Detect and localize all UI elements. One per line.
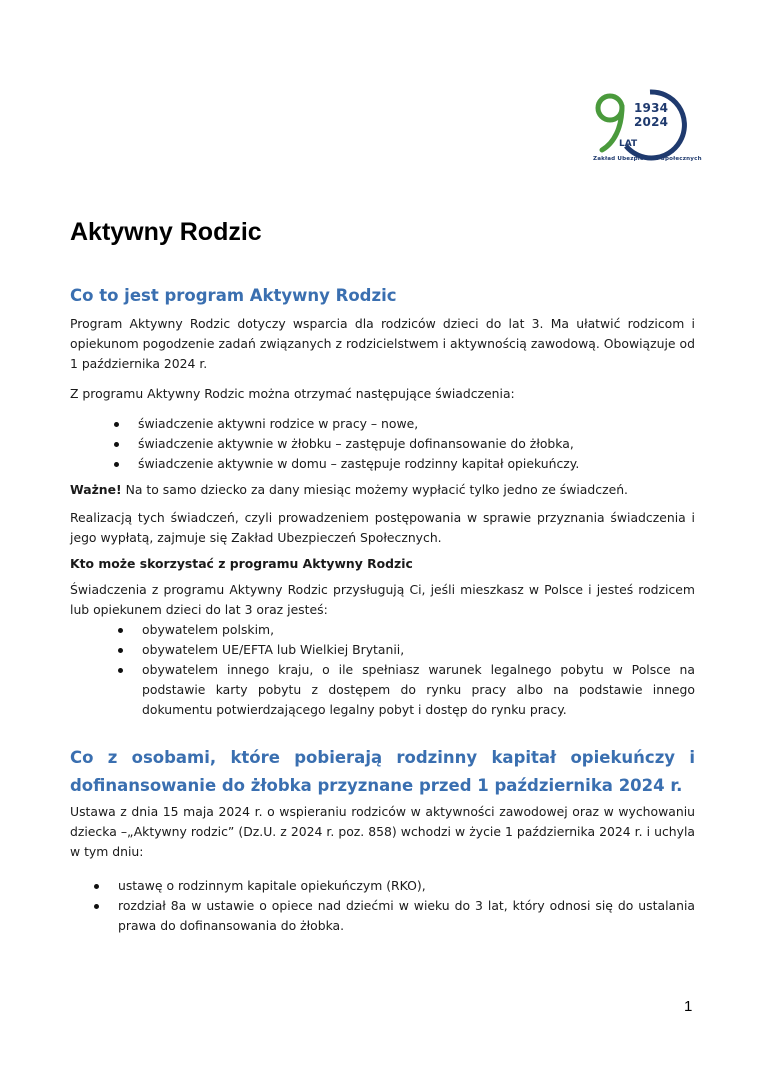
bullet-icon: [118, 628, 123, 633]
list-item: ustawę o rodzinnym kapitale opiekuńczym (RKO),: [94, 876, 695, 896]
paragraph-act: Ustawa z dnia 15 maja 2024 r. o wspieraniu rodziców w aktywności zawodowej oraz w wychowaniu dziecka –„Aktywny rodzic” (Dz.U. z 2024 r. poz. 858) wchodzi w życie 1 października 2024 r. i uchyla w tym dniu:: [70, 804, 695, 859]
bullet-icon: [94, 884, 99, 889]
important-text: Na to samo dziecko za dany miesiąc możemy wypłacić tylko jedno ze świadczeń.: [121, 482, 628, 497]
list-item: obywatelem polskim,: [118, 620, 695, 640]
logo-year-end: 2024: [634, 115, 669, 129]
repealed-list: [94, 876, 695, 936]
bullet-icon: [114, 462, 119, 467]
document-title: Aktywny Rodzic: [70, 218, 262, 246]
logo-years: [634, 101, 668, 129]
bullet-icon: [118, 668, 123, 673]
logo-year-start: 1934: [634, 101, 669, 115]
bullet-icon: [114, 422, 119, 427]
bullet-icon: [118, 648, 123, 653]
bullet-icon: [114, 442, 119, 447]
paragraph-zus-role: Realizacją tych świadczeń, czyli prowadzeniem postępowania w sprawie przyznania świadczenia i jego wypłatą, zajmuje się Zakład Ubezpieczeń Społecznych.: [70, 510, 695, 545]
list-item: świadczenie aktywnie w żłobku – zastępuje dofinansowanie do żłobka,: [114, 434, 699, 454]
important-label: Ważne!: [70, 482, 122, 497]
zus-90-years-logo: [588, 88, 700, 172]
bullet-icon: [94, 904, 99, 909]
list-item: świadczenie aktywni rodzice w pracy – nowe,: [114, 414, 699, 434]
paragraph-program-intro: Program Aktywny Rodzic dotyczy wsparcia dla rodziców dzieci do lat 3. Ma ułatwić rodzicom i opiekunom pogodzenie zadań związanych z rodzicielstwem i aktywnością zawodową. Obowiązuje od 1 października 2024 r.: [70, 316, 695, 371]
important-note: [70, 480, 695, 500]
list-item: rozdział 8a w ustawie o opiece nad dziećmi w wieku do 3 lat, który odnosi się do ustalania prawa do dofinansowania do żłobka.: [94, 896, 695, 936]
subheading-eligibility: Kto może skorzystać z programu Aktywny Rodzic: [70, 556, 413, 571]
list-item: obywatelem UE/EFTA lub Wielkiej Brytanii,: [118, 640, 695, 660]
section-heading-transition: Co z osobami, które pobierają rodzinny kapitał opiekuńczy i dofinansowanie do żłobka przyznane przed 1 października 2024 r.: [70, 748, 695, 795]
benefits-list: [114, 414, 699, 474]
paragraph-eligibility: Świadczenia z programu Aktywny Rodzic przysługują Ci, jeśli mieszkasz w Polsce i jesteś rodzicem lub opiekunem dzieci do lat 3 oraz jesteś:: [70, 582, 695, 617]
logo-organization: Zakład Ubezpieczeń Społecznych: [593, 156, 702, 162]
list-item: obywatelem innego kraju, o ile spełniasz warunek legalnego pobytu w Polsce na podstawie karty pobytu z dostępem do rynku pracy albo na podstawie innego dokumentu potwierdzającego legalny pobyt i dostęp do rynku pracy.: [118, 660, 695, 720]
logo-lat: LAT: [619, 139, 638, 149]
list-item: świadczenie aktywnie w domu – zastępuje rodzinny kapitał opiekuńczy.: [114, 454, 699, 474]
paragraph-benefits-intro: Z programu Aktywny Rodzic można otrzymać następujące świadczenia:: [70, 386, 515, 401]
page-number: 1: [684, 998, 693, 1015]
eligibility-list: [118, 620, 695, 720]
section-heading-program: Co to jest program Aktywny Rodzic: [70, 286, 397, 305]
